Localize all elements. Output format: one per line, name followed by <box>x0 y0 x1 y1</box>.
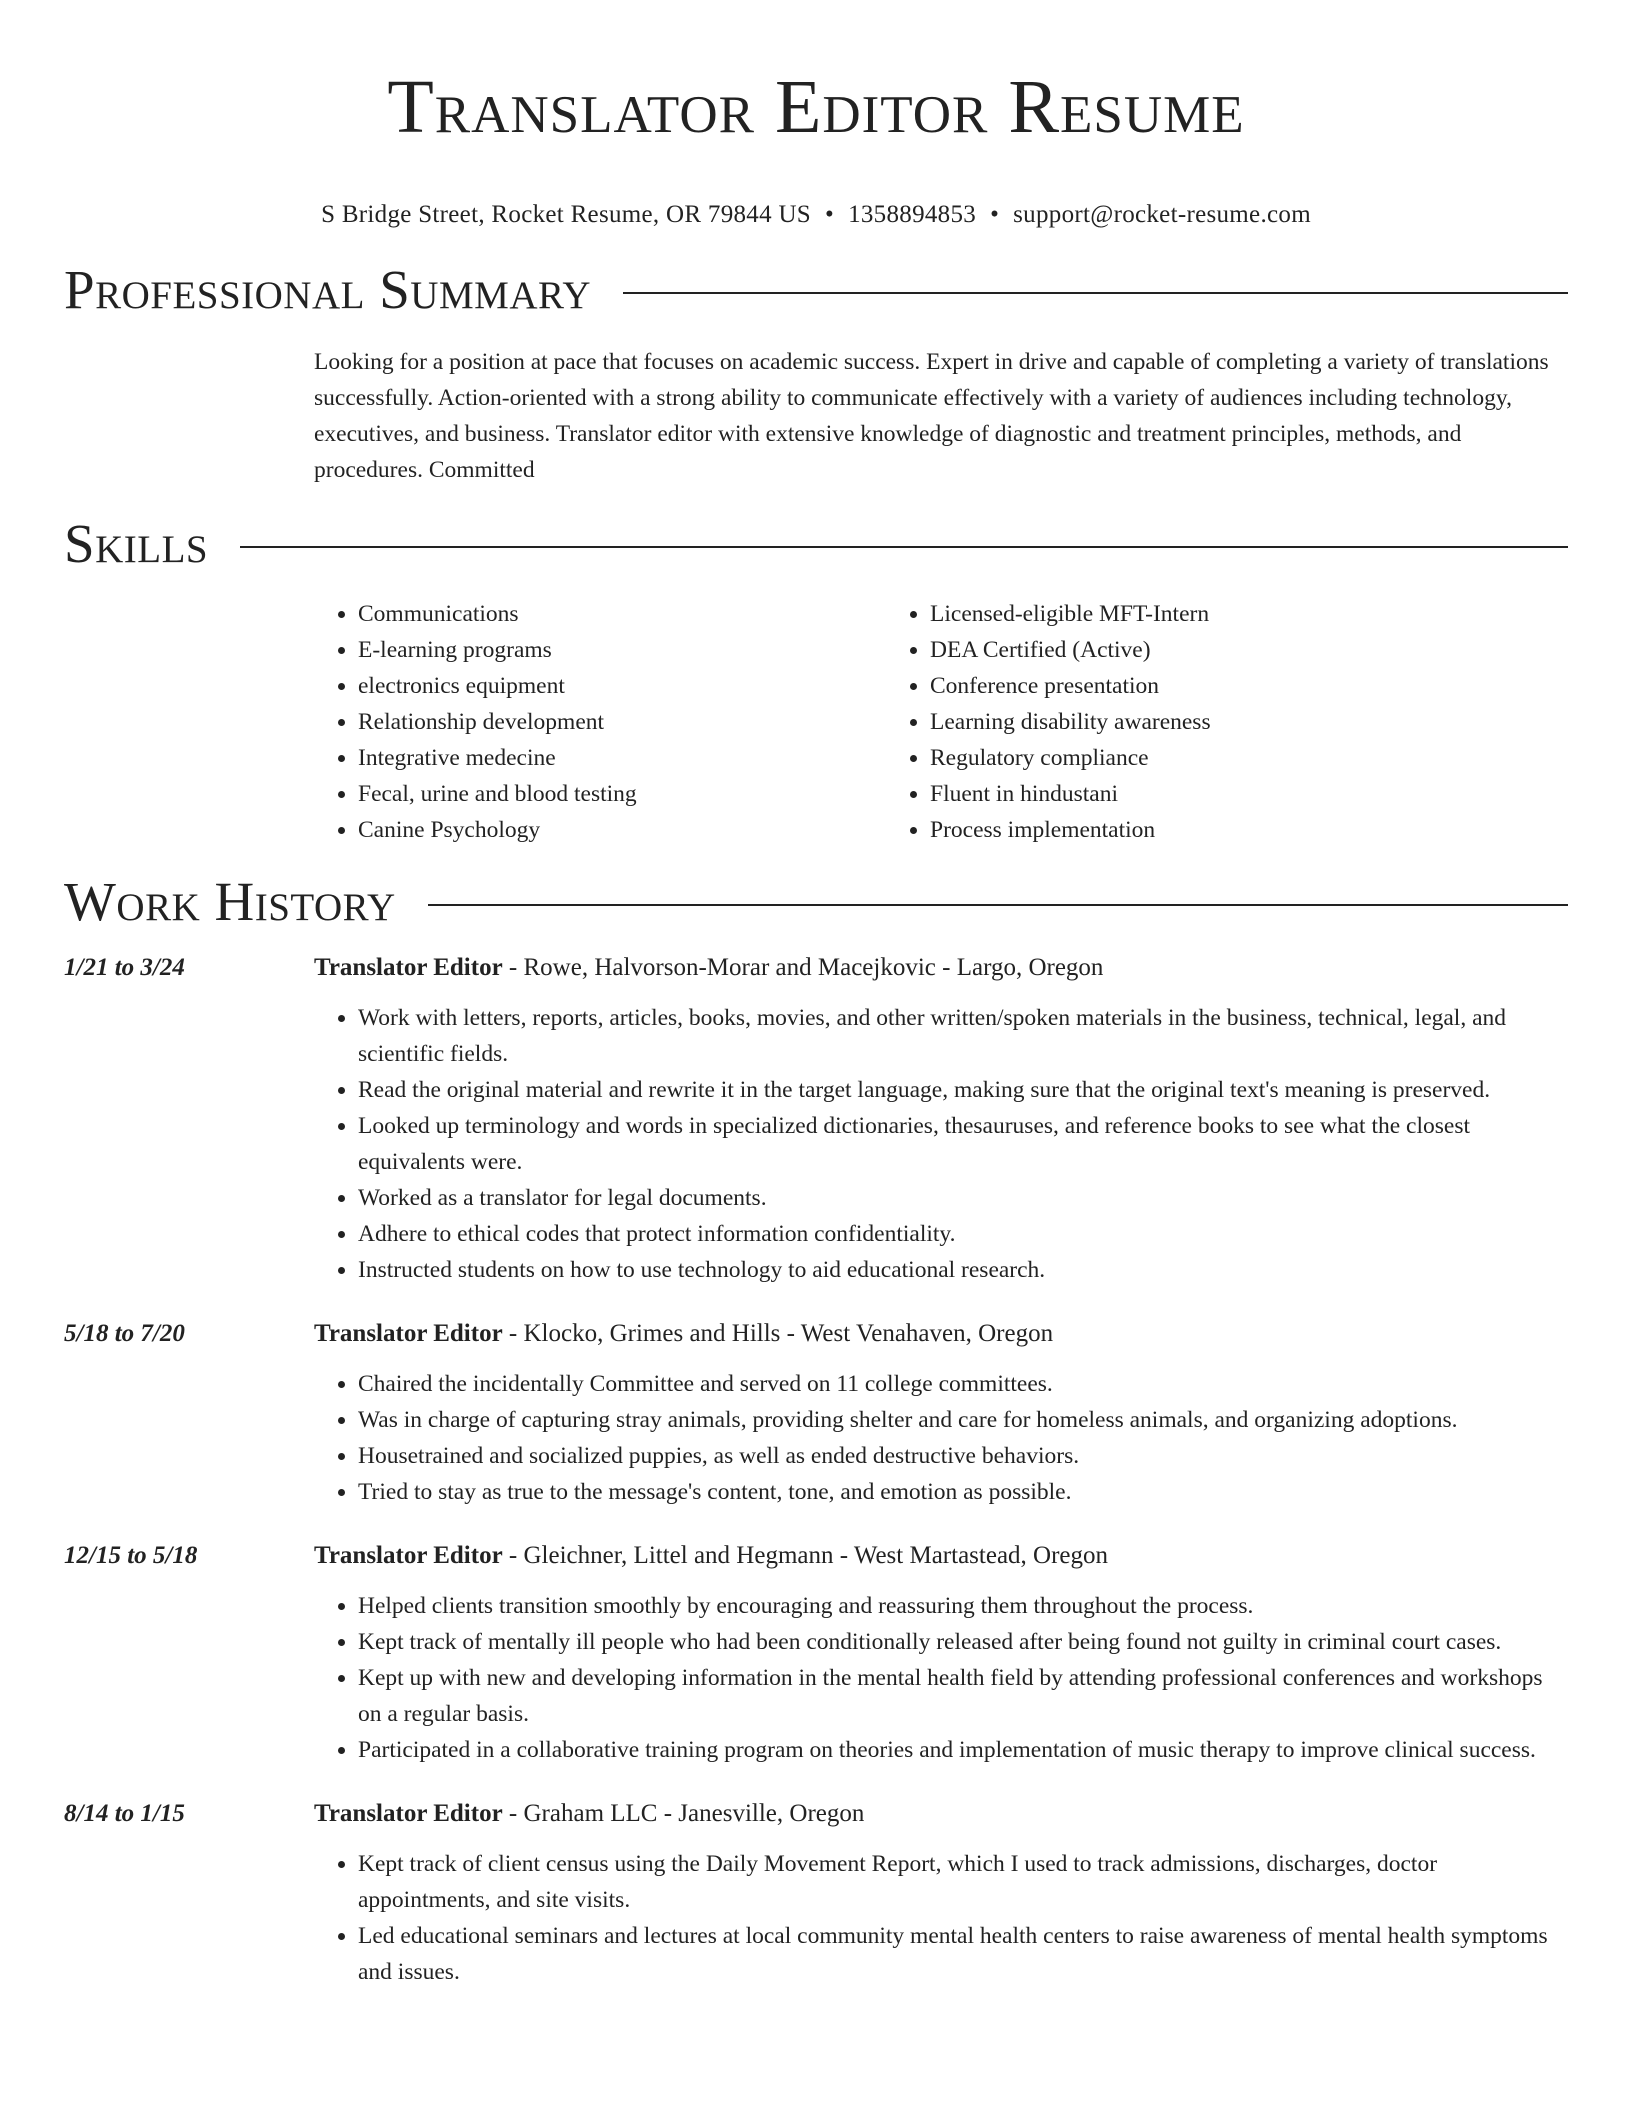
job-header <box>64 1538 1568 1574</box>
skills-heading-row <box>64 512 1568 576</box>
job-bullets <box>314 1846 1568 1990</box>
job-entry <box>64 950 1568 1288</box>
list-item: • Tried to stay as true to the message's content, tone, and emotion as possible. <box>358 1474 1568 1510</box>
list-item: • E-learning programs <box>358 632 886 668</box>
job-header <box>64 950 1568 986</box>
summary-section <box>64 258 1568 488</box>
job-dates: 12/15 to 5/18 <box>64 1541 198 1569</box>
list-item: • Chaired the incidentally Committee and served on 11 college committees. <box>358 1366 1568 1402</box>
list-item: • Communications <box>358 596 886 632</box>
list-item: • Kept track of mentally ill people who had been conditionally released after being found not guilty in criminal court cases. <box>358 1624 1568 1660</box>
section-divider <box>240 546 1568 548</box>
list-item: • Adhere to ethical codes that protect information confidentiality. <box>358 1216 1568 1252</box>
job-employer-location: - Rowe, Halvorson-Morar and Macejkovic - Largo, Oregon <box>502 953 1104 981</box>
section-divider <box>623 292 1568 294</box>
job-heading <box>314 1796 864 1832</box>
contact-line <box>64 200 1568 230</box>
skills-section <box>64 512 1568 848</box>
job-employer-location: - Gleichner, Littel and Hegmann - West Martastead, Oregon <box>502 1541 1109 1569</box>
resume-title: Translator Editor Resume <box>387 65 1245 149</box>
job-dates: 5/18 to 7/20 <box>64 1319 185 1347</box>
list-item: • Helped clients transition smoothly by encouraging and reassuring them throughout the process. <box>358 1588 1568 1624</box>
skills-list-right <box>886 596 1458 848</box>
work-section <box>64 870 1568 1990</box>
list-item: • Kept track of client census using the Daily Movement Report, which I used to track admissions, discharges, doctor appointments, and site visits. <box>358 1846 1568 1918</box>
list-item: • Read the original material and rewrite it in the target language, making sure that the original text's meaning is preserved. <box>358 1072 1568 1108</box>
list-item: • Worked as a translator for legal documents. <box>358 1180 1568 1216</box>
list-item: • Regulatory compliance <box>930 740 1458 776</box>
list-item: • Learning disability awareness <box>930 704 1458 740</box>
list-item: • Participated in a collaborative training program on theories and implementation of music therapy to improve clinical success. <box>358 1732 1568 1768</box>
list-item: • Process implementation <box>930 812 1458 848</box>
job-dates: 1/21 to 3/24 <box>64 953 185 981</box>
work-heading-row <box>64 870 1568 934</box>
job-header <box>64 1796 1568 1832</box>
list-item: • Was in charge of capturing stray animals, providing shelter and care for homeless animals, and organizing adoptions. <box>358 1402 1568 1438</box>
job-employer-location: - Klocko, Grimes and Hills - West Venahaven, Oregon <box>502 1319 1054 1347</box>
job-title: Translator Editor <box>314 1319 503 1347</box>
list-item: • Relationship development <box>358 704 886 740</box>
job-heading <box>314 1538 1108 1574</box>
contact-phone: 1358894853 <box>848 201 977 228</box>
list-item: • Integrative medecine <box>358 740 886 776</box>
job-bullets <box>314 1000 1568 1288</box>
list-item: • electronics equipment <box>358 668 886 704</box>
skills-heading: Skills <box>64 512 209 574</box>
skills-list-left <box>314 596 886 848</box>
contact-address: S Bridge Street, Rocket Resume, OR 79844 US <box>321 201 812 228</box>
list-item: • Looked up terminology and words in specialized dictionaries, thesauruses, and reference books to see what the closest equivalents were. <box>358 1108 1568 1180</box>
job-entry <box>64 1316 1568 1510</box>
list-item: • Instructed students on how to use technology to aid educational research. <box>358 1252 1568 1288</box>
list-item: • DEA Certified (Active) <box>930 632 1458 668</box>
work-heading: Work History <box>64 870 396 932</box>
job-entry <box>64 1538 1568 1768</box>
job-title: Translator Editor <box>314 953 503 981</box>
contact-email: support@rocket-resume.com <box>1013 201 1311 228</box>
job-bullets <box>314 1588 1568 1768</box>
list-item: • Kept up with new and developing information in the mental health field by attending professional conferences and workshops on a regular basis. <box>358 1660 1568 1732</box>
job-entry <box>64 1796 1568 1990</box>
job-employer-location: - Graham LLC - Janesville, Oregon <box>502 1799 865 1827</box>
job-dates: 8/14 to 1/15 <box>64 1799 185 1827</box>
list-item: • Housetrained and socialized puppies, as well as ended destructive behaviors. <box>358 1438 1568 1474</box>
job-title: Translator Editor <box>314 1541 503 1569</box>
summary-heading: Professional Summary <box>64 259 592 320</box>
job-heading <box>314 950 1103 986</box>
section-divider <box>428 904 1568 906</box>
list-item: • Canine Psychology <box>358 812 886 848</box>
list-item: • Led educational seminars and lectures at local community mental health centers to raise awareness of mental health symptoms and issues. <box>358 1918 1568 1990</box>
contact-separator: • <box>825 201 835 228</box>
job-header <box>64 1316 1568 1352</box>
contact-separator: • <box>990 201 1000 228</box>
list-item: • Fecal, urine and blood testing <box>358 776 886 812</box>
job-title: Translator Editor <box>314 1799 503 1827</box>
job-heading <box>314 1316 1053 1352</box>
summary-text: Looking for a position at pace that focuses on academic success. Expert in drive and capable of completing a variety of translations successfully. Action-oriented with a strong ability to communicate effectively with a variety of audiences including technology, executives, and business. Translator editor with extensive knowledge of diagnostic and treatment principles, methods, and procedures. Committed <box>314 349 1549 483</box>
list-item: • Work with letters, reports, articles, books, movies, and other written/spoken materials in the business, technical, legal, and scientific fields. <box>358 1000 1568 1072</box>
list-item: • Conference presentation <box>930 668 1458 704</box>
summary-heading-row <box>64 258 1568 322</box>
list-item: • Licensed-eligible MFT-Intern <box>930 596 1458 632</box>
skills-columns <box>314 596 1568 848</box>
job-bullets <box>314 1366 1568 1510</box>
list-item: • Fluent in hindustani <box>930 776 1458 812</box>
